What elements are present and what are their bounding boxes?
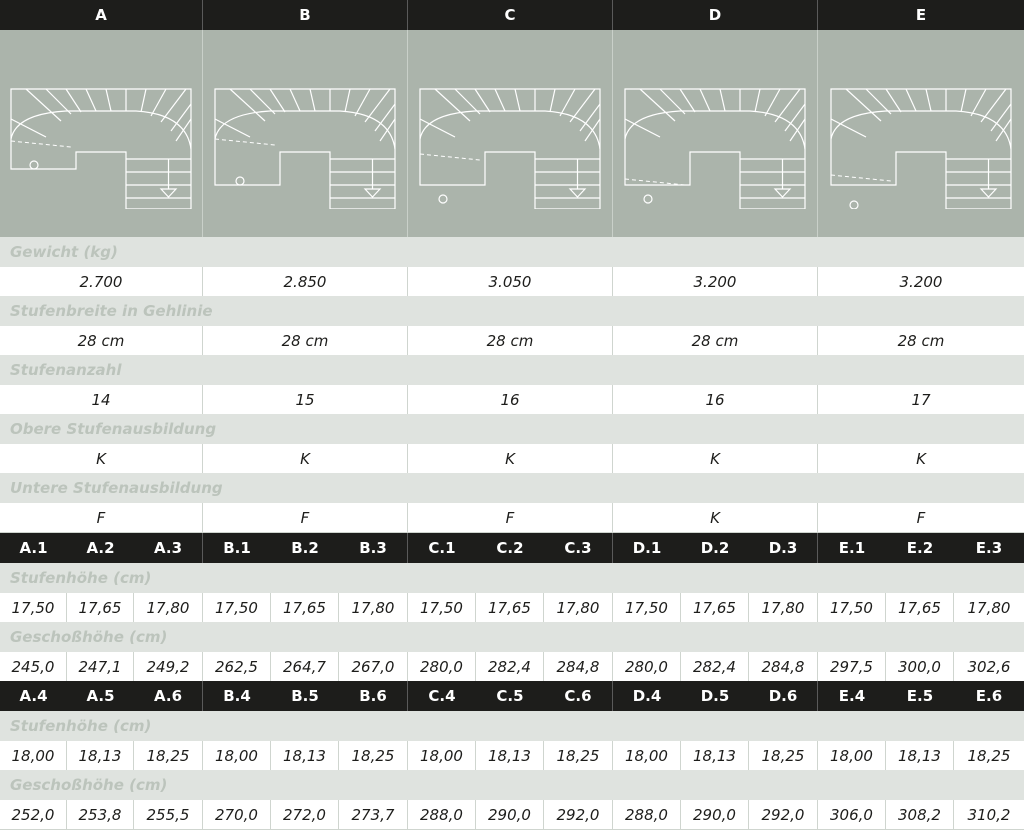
variant-value: 292,0 [544, 800, 613, 829]
variant-header: B.2 [291, 539, 319, 557]
variant-value: 18,00 [818, 741, 886, 770]
property-value: 2.850 [203, 267, 408, 296]
variant-value: 292,0 [749, 800, 818, 829]
stair-plan-a [0, 30, 203, 237]
variant-header: A.4 [19, 687, 48, 705]
variant-value: 282,4 [681, 652, 749, 681]
variant-value: 297,5 [818, 652, 886, 681]
property-label-row [0, 296, 1024, 326]
variant-value: 300,0 [886, 652, 954, 681]
variant-label: Geschoßhöhe (cm) [10, 628, 168, 646]
property-value: 3.050 [408, 267, 613, 296]
property-value: 16 [613, 385, 818, 414]
variant-value: 18,13 [67, 741, 134, 770]
variant-value: 18,00 [408, 741, 476, 770]
variant-value: 18,00 [613, 741, 681, 770]
variant-header: C.1 [428, 539, 456, 557]
variant-value-row [0, 741, 1024, 771]
variant-value: 17,80 [967, 598, 1011, 617]
stair-plan-b [203, 30, 408, 237]
property-value: F [916, 508, 926, 527]
variant-value: 17,80 [544, 593, 613, 622]
variant-value: 17,50 [203, 593, 271, 622]
variant-value: 18,25 [339, 741, 408, 770]
variant-header: B.1 [223, 539, 251, 557]
variant-header: A.1 [19, 539, 48, 557]
stair-plan-c [408, 30, 613, 237]
variant-value: 252,0 [0, 800, 67, 829]
property-value: 2.700 [0, 267, 203, 296]
property-value-row [0, 503, 1024, 533]
variant-header: B.3 [339, 533, 408, 563]
property-value: 28 cm [897, 331, 945, 350]
variant-value: 17,50 [0, 593, 67, 622]
variant-label-row [0, 711, 1024, 741]
variant-header: B.4 [223, 687, 251, 705]
variant-value: 17,65 [271, 593, 339, 622]
variant-value: 288,0 [613, 800, 681, 829]
property-value: K [408, 444, 613, 473]
variant-label-row [0, 563, 1024, 593]
variant-label-row [0, 622, 1024, 652]
column-header-b: B [203, 0, 408, 30]
property-label-row [0, 355, 1024, 385]
variant-value: 245,0 [0, 652, 67, 681]
variant-value: 280,0 [613, 652, 681, 681]
property-value: F [408, 503, 613, 532]
property-value-row [0, 444, 1024, 474]
variant-value: 253,8 [67, 800, 134, 829]
variant-value: 17,50 [613, 593, 681, 622]
variant-value-row [0, 800, 1024, 830]
variant-value: 310,2 [967, 805, 1011, 824]
variant-header: E.3 [975, 539, 1003, 557]
variant-value: 290,0 [476, 800, 544, 829]
variant-value: 272,0 [271, 800, 339, 829]
property-label: Gewicht (kg) [10, 243, 118, 261]
variant-value: 247,1 [67, 652, 134, 681]
property-value: 15 [203, 385, 408, 414]
property-value-row [0, 267, 1024, 297]
variant-header: D.1 [632, 539, 662, 557]
variant-value: 255,5 [134, 800, 203, 829]
column-header-e: E [915, 6, 927, 24]
stair-plan-row [0, 30, 1024, 237]
property-value: K [613, 444, 818, 473]
column-header-d: D [613, 0, 818, 30]
variant-value: 17,80 [749, 593, 818, 622]
property-value: K [613, 503, 818, 532]
property-label-row [0, 237, 1024, 267]
variant-header: D.3 [749, 533, 818, 563]
variant-value: 18,25 [749, 741, 818, 770]
variant-header: E.6 [975, 687, 1003, 705]
property-value: K [203, 444, 408, 473]
property-label: Stufenanzahl [10, 361, 122, 379]
stair-plan-e [818, 30, 1024, 237]
variant-value: 280,0 [408, 652, 476, 681]
column-header-a: A [0, 0, 203, 30]
variant-header: A.3 [134, 533, 203, 563]
variant-value: 290,0 [681, 800, 749, 829]
property-value: F [203, 503, 408, 532]
variant-value-row [0, 593, 1024, 623]
variant-label: Stufenhöhe (cm) [10, 569, 152, 587]
variant-value: 18,13 [476, 741, 544, 770]
variant-header: C.3 [544, 533, 613, 563]
variant-label: Stufenhöhe (cm) [10, 717, 152, 735]
column-header-c: C [408, 0, 613, 30]
variant-value: 17,50 [818, 593, 886, 622]
property-label-row [0, 473, 1024, 503]
variant-header: C.5 [496, 687, 524, 705]
variant-value: 17,80 [339, 593, 408, 622]
variant-value: 308,2 [886, 800, 954, 829]
property-value: 28 cm [613, 326, 818, 355]
variant-value: 18,00 [0, 741, 67, 770]
variant-value: 17,50 [408, 593, 476, 622]
variant-value: 18,13 [681, 741, 749, 770]
property-value: 28 cm [203, 326, 408, 355]
variant-value: 264,7 [271, 652, 339, 681]
variant-value: 18,25 [967, 746, 1011, 765]
variant-value: 273,7 [339, 800, 408, 829]
stair-plan-d [613, 30, 818, 237]
variant-value: 17,80 [134, 593, 203, 622]
variant-value: 262,5 [203, 652, 271, 681]
property-value-row [0, 385, 1024, 415]
variant-value: 18,25 [134, 741, 203, 770]
variant-header: E.1 [838, 539, 866, 557]
variant-header: E.5 [906, 687, 934, 705]
variant-value: 17,65 [681, 593, 749, 622]
variant-value: 282,4 [476, 652, 544, 681]
variant-header: D.5 [700, 687, 730, 705]
property-value: 3.200 [613, 267, 818, 296]
variant-value-row [0, 652, 1024, 682]
variant-header: C.2 [496, 539, 524, 557]
variant-value: 302,6 [967, 657, 1011, 676]
variant-value: 249,2 [134, 652, 203, 681]
variant-header: A.6 [134, 681, 203, 711]
variant-header: B.6 [339, 681, 408, 711]
variant-header: D.6 [749, 681, 818, 711]
property-value-row [0, 326, 1024, 356]
property-label: Obere Stufenausbildung [10, 420, 217, 438]
property-value: 17 [911, 390, 931, 409]
property-value: K [0, 444, 203, 473]
variant-header: C.6 [544, 681, 613, 711]
variant-header-row [0, 533, 1024, 563]
property-value: 28 cm [408, 326, 613, 355]
variant-header: A.2 [86, 539, 115, 557]
property-value: K [916, 449, 926, 468]
variant-label-row [0, 770, 1024, 800]
variant-header-row [0, 681, 1024, 711]
variant-value: 17,65 [67, 593, 134, 622]
variant-value: 284,8 [749, 652, 818, 681]
variant-header: E.4 [838, 687, 866, 705]
property-label: Stufenbreite in Gehlinie [10, 302, 213, 320]
property-value: F [0, 503, 203, 532]
variant-value: 18,13 [271, 741, 339, 770]
property-value: 3.200 [899, 272, 943, 291]
variant-header: C.4 [428, 687, 456, 705]
variant-value: 18,13 [886, 741, 954, 770]
column-header-row [0, 0, 1024, 30]
variant-header: E.2 [906, 539, 934, 557]
property-value: 14 [0, 385, 203, 414]
property-label: Untere Stufenausbildung [10, 479, 223, 497]
property-label-row [0, 414, 1024, 444]
variant-header: D.2 [700, 539, 730, 557]
variant-value: 306,0 [818, 800, 886, 829]
variant-header: B.5 [291, 687, 319, 705]
variant-value: 18,00 [203, 741, 271, 770]
variant-header: A.5 [86, 687, 115, 705]
variant-value: 18,25 [544, 741, 613, 770]
property-value: 16 [408, 385, 613, 414]
property-value: 28 cm [0, 326, 203, 355]
variant-value: 267,0 [339, 652, 408, 681]
variant-value: 17,65 [476, 593, 544, 622]
variant-label: Geschoßhöhe (cm) [10, 776, 168, 794]
variant-value: 284,8 [544, 652, 613, 681]
variant-header: D.4 [632, 687, 662, 705]
variant-value: 17,65 [886, 593, 954, 622]
variant-value: 270,0 [203, 800, 271, 829]
variant-value: 288,0 [408, 800, 476, 829]
